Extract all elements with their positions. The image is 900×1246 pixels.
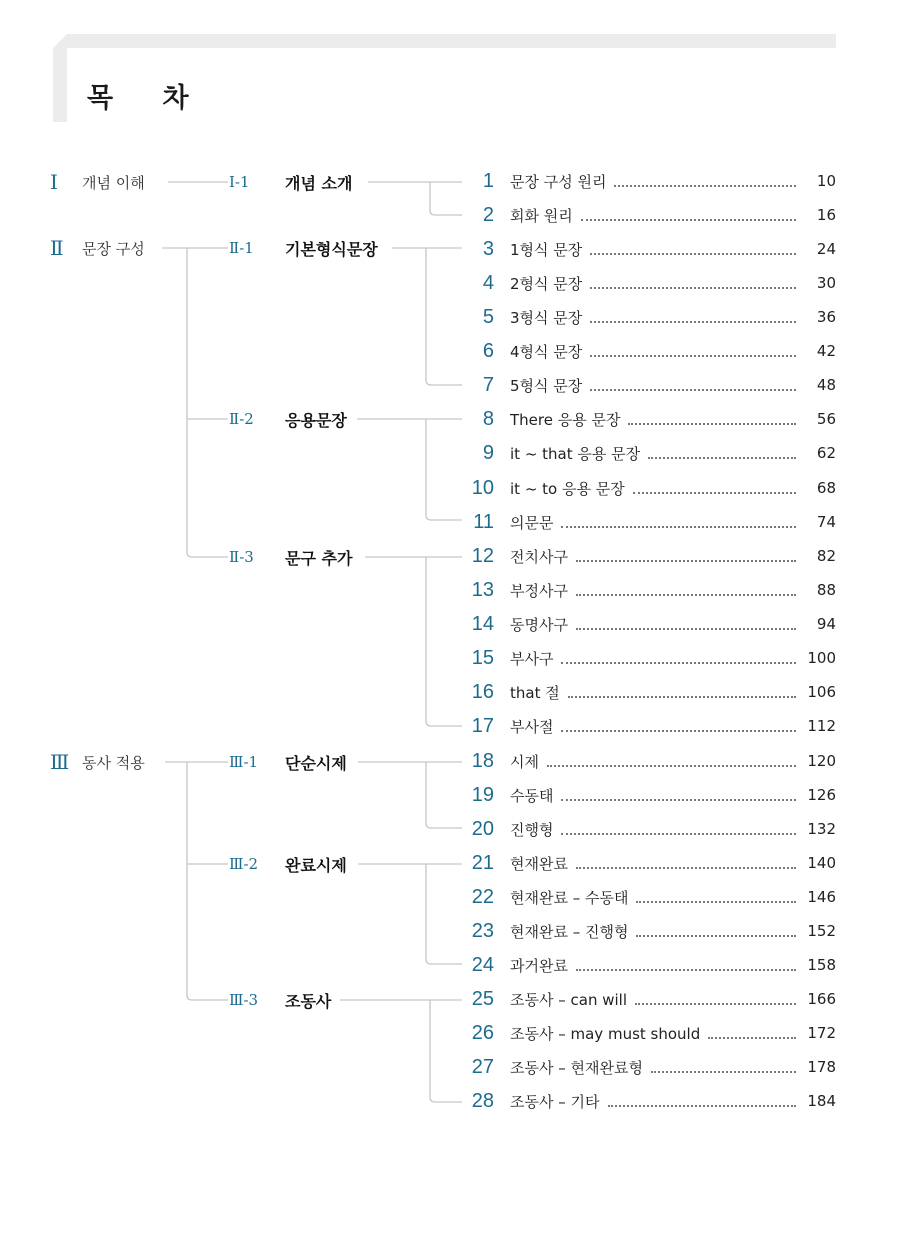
subsection-number: Ⅱ-2 xyxy=(229,410,254,428)
entry-page: 166 xyxy=(807,990,836,1008)
entry-title: 2형식 문장 xyxy=(510,274,583,293)
toc-entry-2[interactable] xyxy=(456,202,836,228)
entry-number: 15 xyxy=(471,646,494,669)
entry-title: 진행형 xyxy=(510,820,554,839)
entry-number: 27 xyxy=(471,1055,494,1078)
toc-entry-28[interactable] xyxy=(456,1088,836,1114)
entry-title: 조동사 – can will xyxy=(510,990,627,1009)
entry-number: 3 xyxy=(482,237,494,260)
entry-page: 94 xyxy=(816,615,836,633)
entry-number: 23 xyxy=(471,919,494,942)
entry-page: 140 xyxy=(807,854,836,872)
entry-title: 조동사 – may must should xyxy=(510,1024,701,1043)
toc-entry-4[interactable] xyxy=(456,270,836,296)
entry-title: 조동사 – 기타 xyxy=(510,1092,600,1111)
entry-number: 14 xyxy=(471,612,494,635)
entry-number: 1 xyxy=(482,169,494,192)
dot-leader xyxy=(651,1071,796,1073)
dot-leader xyxy=(628,423,796,425)
entry-title: that 절 xyxy=(510,683,560,702)
entry-page: 74 xyxy=(816,513,836,531)
entry-title: 동명사구 xyxy=(510,615,568,634)
toc-entry-19[interactable] xyxy=(456,782,836,808)
entry-title: 4형식 문장 xyxy=(510,342,583,361)
entry-title: it ~ to 응용 문장 xyxy=(510,479,625,498)
dot-leader xyxy=(648,457,796,459)
toc-entry-23[interactable] xyxy=(456,918,836,944)
entry-number: 10 xyxy=(471,476,494,499)
entry-title: 현재완료 xyxy=(510,854,568,873)
dot-leader xyxy=(635,1003,796,1005)
toc-entry-5[interactable] xyxy=(456,304,836,330)
entry-title: 현재완료 – 수동태 xyxy=(510,888,629,907)
entry-page: 184 xyxy=(807,1092,836,1110)
subsection-III-3[interactable] xyxy=(229,988,331,1012)
dot-leader xyxy=(708,1037,796,1039)
entry-number: 8 xyxy=(482,407,494,430)
entry-title: 문장 구성 원리 xyxy=(510,172,607,191)
entry-page: 16 xyxy=(816,206,836,224)
toc-entry-12[interactable] xyxy=(456,543,836,569)
subsection-II-1[interactable] xyxy=(229,236,378,260)
subsection-I-1[interactable] xyxy=(229,170,352,194)
part-1[interactable] xyxy=(50,170,145,194)
entry-title: 5형식 문장 xyxy=(510,376,583,395)
entry-page: 24 xyxy=(816,240,836,258)
subsection-number: Ⅰ-1 xyxy=(229,173,250,191)
dot-leader xyxy=(576,594,796,596)
toc-entry-22[interactable] xyxy=(456,884,836,910)
toc-entry-16[interactable] xyxy=(456,679,836,705)
entry-number: 9 xyxy=(482,441,494,464)
toc-entry-9[interactable] xyxy=(456,440,836,466)
entry-title: 회화 원리 xyxy=(510,206,573,225)
entry-title: 조동사 – 현재완료형 xyxy=(510,1058,643,1077)
entry-title: 과거완료 xyxy=(510,956,568,975)
entry-number: 18 xyxy=(471,749,494,772)
entry-title: 의문문 xyxy=(510,513,554,532)
subsection-number: Ⅲ-2 xyxy=(229,855,259,873)
entry-page: 172 xyxy=(807,1024,836,1042)
entry-number: 26 xyxy=(471,1021,494,1044)
subsection-title: 완료시제 xyxy=(285,855,347,875)
entry-page: 36 xyxy=(816,308,836,326)
dot-leader xyxy=(547,765,796,767)
dot-leader xyxy=(561,833,796,835)
entry-title: 부사절 xyxy=(510,717,554,736)
entry-page: 10 xyxy=(816,172,836,190)
entry-page: 152 xyxy=(807,922,836,940)
part-2[interactable] xyxy=(50,236,145,260)
dot-leader xyxy=(568,696,796,698)
dot-leader xyxy=(633,492,796,494)
dot-leader xyxy=(576,867,796,869)
dot-leader xyxy=(581,219,796,221)
dot-leader xyxy=(561,526,796,528)
toc-entry-1[interactable] xyxy=(456,168,836,194)
entry-page: 62 xyxy=(816,444,836,462)
subsection-number: Ⅱ-3 xyxy=(229,548,254,566)
part-title: 동사 적용 xyxy=(82,753,145,772)
entry-title: 부정사구 xyxy=(510,581,568,600)
dot-leader xyxy=(590,321,796,323)
entry-number: 7 xyxy=(482,373,494,396)
entry-number: 20 xyxy=(471,817,494,840)
entry-page: 88 xyxy=(816,581,836,599)
entry-page: 146 xyxy=(807,888,836,906)
part-number: Ⅰ xyxy=(50,170,58,194)
toc-entry-8[interactable] xyxy=(456,406,836,432)
dot-leader xyxy=(590,355,796,357)
entry-page: 68 xyxy=(816,479,836,497)
entry-title: 1형식 문장 xyxy=(510,240,583,259)
toc-entry-21[interactable] xyxy=(456,850,836,876)
entry-number: 13 xyxy=(471,578,494,601)
entry-page: 120 xyxy=(807,752,836,770)
entry-number: 24 xyxy=(471,953,494,976)
entry-page: 178 xyxy=(807,1058,836,1076)
toc-entry-24[interactable] xyxy=(456,952,836,978)
dot-leader xyxy=(590,253,796,255)
toc-entry-6[interactable] xyxy=(456,338,836,364)
entry-page: 30 xyxy=(816,274,836,292)
subsection-title: 응용문장 xyxy=(285,410,347,430)
subsection-number: Ⅲ-1 xyxy=(229,753,259,771)
entry-title: 시제 xyxy=(510,752,539,771)
entry-number: 11 xyxy=(473,510,494,533)
subsection-title: 개념 소개 xyxy=(285,173,353,193)
entry-number: 22 xyxy=(471,885,494,908)
toc-entry-18[interactable] xyxy=(456,748,836,774)
toc-entry-3[interactable] xyxy=(456,236,836,262)
entry-number: 5 xyxy=(482,305,494,328)
toc-entry-15[interactable] xyxy=(456,645,836,671)
entry-number: 25 xyxy=(471,987,494,1010)
subsection-number: Ⅱ-1 xyxy=(229,239,254,257)
subsection-title: 단순시제 xyxy=(285,753,347,773)
entry-number: 28 xyxy=(471,1089,494,1112)
subsection-II-3[interactable] xyxy=(229,545,352,569)
subsection-II-2[interactable] xyxy=(229,407,347,431)
toc-entry-14[interactable] xyxy=(456,611,836,637)
toc-entry-17[interactable] xyxy=(456,713,836,739)
entry-title: it ~ that 응용 문장 xyxy=(510,444,641,463)
entry-title: 부사구 xyxy=(510,649,554,668)
entry-page: 42 xyxy=(816,342,836,360)
subsection-III-1[interactable] xyxy=(229,750,347,774)
entry-number: 17 xyxy=(471,714,494,737)
dot-leader xyxy=(590,287,796,289)
dot-leader xyxy=(561,662,796,664)
entry-title: 3형식 문장 xyxy=(510,308,583,327)
entry-number: 19 xyxy=(471,783,494,806)
entry-number: 12 xyxy=(471,544,494,567)
dot-leader xyxy=(608,1105,797,1107)
toc-entry-11[interactable] xyxy=(456,509,836,535)
part-number: Ⅱ xyxy=(50,236,64,260)
dot-leader xyxy=(614,185,796,187)
toc-entry-10[interactable] xyxy=(456,475,836,501)
toc-entry-25[interactable] xyxy=(456,986,836,1012)
entry-number: 21 xyxy=(471,851,494,874)
entry-page: 100 xyxy=(807,649,836,667)
dot-leader xyxy=(636,935,796,937)
dot-leader xyxy=(636,901,796,903)
entry-number: 16 xyxy=(471,680,494,703)
dot-leader xyxy=(576,560,796,562)
dot-leader xyxy=(590,389,796,391)
entry-page: 158 xyxy=(807,956,836,974)
entry-page: 82 xyxy=(816,547,836,565)
page-title: 목 차 xyxy=(87,83,209,114)
subsection-III-2[interactable] xyxy=(229,852,347,876)
subsection-title: 조동사 xyxy=(285,991,332,1011)
dot-leader xyxy=(576,969,796,971)
dot-leader xyxy=(576,628,796,630)
entry-page: 132 xyxy=(807,820,836,838)
toc-entry-7[interactable] xyxy=(456,372,836,398)
entry-title: 전치사구 xyxy=(510,547,568,566)
toc-entry-27[interactable] xyxy=(456,1054,836,1080)
entry-page: 48 xyxy=(816,376,836,394)
dot-leader xyxy=(561,799,796,801)
toc-entry-20[interactable] xyxy=(456,816,836,842)
entry-page: 106 xyxy=(807,683,836,701)
entry-page: 112 xyxy=(807,717,836,735)
subsection-title: 기본형식문장 xyxy=(285,239,378,259)
subsection-number: Ⅲ-3 xyxy=(229,991,259,1009)
entry-number: 4 xyxy=(482,271,494,294)
entry-title: 현재완료 – 진행형 xyxy=(510,922,629,941)
part-number: Ⅲ xyxy=(50,750,70,774)
part-3[interactable] xyxy=(50,750,145,774)
part-title: 문장 구성 xyxy=(82,239,145,258)
entry-title: There 응용 문장 xyxy=(510,410,621,429)
entry-number: 6 xyxy=(482,339,494,362)
entry-page: 56 xyxy=(816,410,836,428)
dot-leader xyxy=(561,730,796,732)
entry-number: 2 xyxy=(482,203,494,226)
part-title: 개념 이해 xyxy=(82,173,145,192)
entry-title: 수동태 xyxy=(510,786,554,805)
subsection-title: 문구 추가 xyxy=(285,548,353,568)
toc-entry-26[interactable] xyxy=(456,1020,836,1046)
entry-page: 126 xyxy=(807,786,836,804)
toc-entry-13[interactable] xyxy=(456,577,836,603)
